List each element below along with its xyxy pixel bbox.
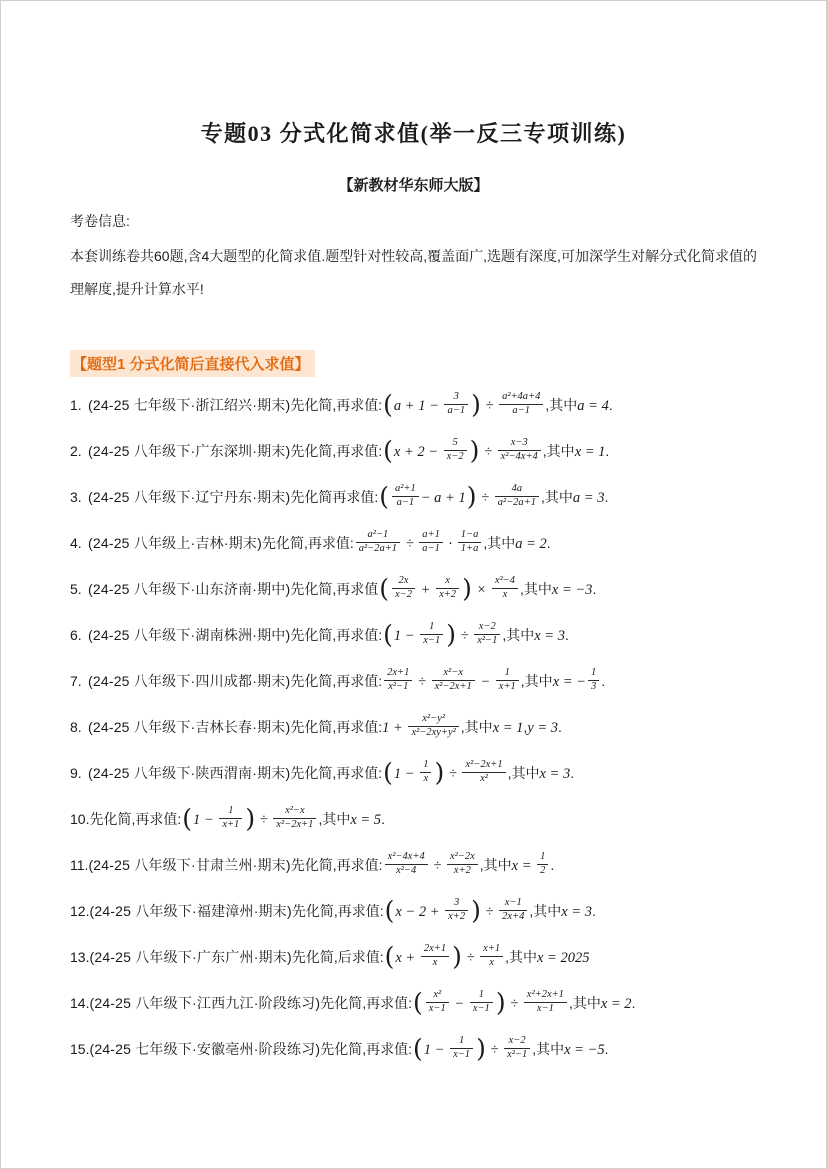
problem-number: 11. — [70, 857, 89, 873]
fraction-denominator: x+1 — [219, 818, 242, 832]
fraction — [480, 943, 503, 969]
fraction-numerator: 2x+1 — [387, 667, 410, 679]
fraction-numerator: x²−2x — [449, 851, 475, 863]
big-parenthesis: ) — [476, 1033, 486, 1063]
big-parenthesis: ( — [182, 803, 193, 833]
fraction-denominator: x+2 — [436, 588, 459, 602]
big-parenthesis: ( — [379, 573, 390, 603]
problem-item — [70, 986, 757, 1021]
problem-lead: 先化简,再求值: — [290, 719, 383, 735]
problem-lead: 先化简,再求值: — [320, 1041, 412, 1057]
fraction-numerator: 4a — [511, 483, 523, 495]
problem-item — [70, 480, 757, 515]
plain-text: . — [631, 995, 636, 1011]
edition-line: 【新教材华东师大版】 — [338, 178, 489, 194]
fraction — [432, 667, 475, 693]
fraction — [447, 851, 478, 877]
fraction — [392, 483, 419, 509]
fraction — [385, 851, 428, 877]
big-parenthesis: ( — [384, 941, 395, 971]
plain-text: . — [601, 673, 606, 689]
fraction-numerator: x²−y² — [422, 713, 445, 725]
fraction-denominator: x−2 — [444, 450, 467, 464]
fraction-numerator: 1 — [478, 989, 484, 1001]
fraction-numerator: x+1 — [483, 943, 501, 955]
math-text: x = 3 — [539, 766, 571, 782]
math-text: a + 1 − — [393, 398, 443, 414]
page-content — [1, 117, 826, 1067]
math-text: x = 2 — [600, 996, 632, 1012]
fraction — [499, 391, 543, 417]
problem-number: 12. — [70, 903, 90, 919]
math-text: a = 3 — [572, 490, 605, 506]
math-text: − a + 1 — [420, 490, 466, 506]
plain-text: ,其中 — [507, 765, 540, 781]
problem-number: 5. — [70, 581, 82, 597]
plain-text: . — [592, 903, 596, 919]
math-text: a = 4 — [577, 398, 609, 414]
math-text: 1 + — [382, 720, 407, 736]
problem-source: (24-25 七年级下·安徽亳州·阶段练习) — [89, 1041, 321, 1057]
fraction-denominator: 3 — [588, 680, 599, 694]
fraction-numerator: x²−4 — [494, 575, 516, 587]
plain-text: ,其中 — [541, 489, 573, 505]
big-parenthesis: ( — [383, 389, 393, 419]
fraction-denominator: a²−2a+1 — [356, 542, 400, 556]
math-text: x = 1 — [492, 720, 524, 736]
math-text: x + 2 − — [393, 444, 442, 460]
problem-item — [70, 1032, 757, 1067]
big-parenthesis: ) — [469, 435, 480, 465]
problem-source: (24-25 八年级下·江西九江·阶段练习) — [89, 995, 321, 1011]
problem-source: (24-25 八年级下·山东济南·期中) — [88, 581, 291, 597]
fraction-denominator: x−1 — [420, 634, 443, 648]
problem-lead: 先化简,再求值: — [290, 443, 383, 459]
exam-info-label: 考卷信息: — [70, 213, 130, 229]
math-text: y = 3 — [527, 720, 559, 736]
fraction — [426, 989, 449, 1015]
fraction-denominator: x²−2xy+y² — [408, 726, 458, 740]
math-text: a = 2 — [515, 536, 547, 552]
fraction-denominator: x+1 — [496, 680, 519, 694]
math-text: ÷ — [414, 674, 430, 690]
fraction — [470, 989, 493, 1015]
fraction-numerator: a²+4a+4 — [502, 391, 541, 403]
math-text: · — [444, 536, 456, 552]
plain-text: ,其中 — [318, 811, 351, 827]
fraction-denominator: x²−4 — [385, 864, 428, 878]
fraction-numerator: 1 — [540, 851, 546, 863]
fraction-denominator: a−1 — [444, 404, 468, 418]
fraction — [458, 529, 482, 555]
fraction — [436, 575, 459, 601]
math-text: x − 2 + — [395, 904, 444, 920]
fraction — [419, 529, 443, 555]
fraction — [588, 667, 599, 693]
math-text: ÷ — [445, 766, 461, 782]
fraction-denominator: x+2 — [447, 864, 478, 878]
fraction — [462, 759, 505, 785]
fraction-denominator: x−1 — [426, 1002, 449, 1016]
plain-text: . — [604, 489, 609, 505]
plain-text: ,其中 — [502, 627, 535, 643]
plain-text: ,其中 — [568, 995, 601, 1011]
big-parenthesis: ) — [245, 803, 256, 833]
math-text: x = — [511, 858, 536, 874]
fraction-numerator: 1 — [504, 667, 510, 679]
problem-lead: 先化简,再求值: — [291, 903, 384, 919]
section-heading: 【题型1 分式化简后直接代入求值】 — [70, 350, 315, 377]
fraction-denominator: a−1 — [392, 496, 419, 510]
math-text: × — [472, 582, 490, 598]
problem-source: (24-25 八年级下·陕西渭南·期末) — [88, 765, 291, 781]
math-text: ÷ — [486, 1042, 503, 1058]
fraction-numerator: a²+1 — [395, 483, 416, 495]
problem-item — [70, 940, 757, 975]
big-parenthesis: ) — [462, 573, 472, 603]
big-parenthesis: ( — [384, 895, 395, 925]
plain-text: . — [558, 719, 562, 735]
big-parenthesis: ) — [471, 895, 481, 925]
big-parenthesis: ( — [379, 481, 390, 511]
math-text: ÷ — [429, 858, 445, 874]
fraction — [445, 897, 468, 923]
math-text: ÷ — [481, 904, 498, 920]
problem-item — [70, 618, 757, 653]
plain-text: ,其中 — [542, 443, 575, 459]
math-text: ÷ — [481, 398, 498, 414]
math-text: ÷ — [456, 628, 473, 644]
big-parenthesis: ) — [452, 941, 462, 971]
fraction — [537, 851, 548, 877]
problem-item — [70, 802, 757, 837]
problem-number: 6. — [70, 627, 82, 643]
problem-source: (24-25 七年级下·浙江绍兴·期末) — [88, 397, 291, 413]
big-parenthesis: ) — [446, 619, 456, 649]
math-text: x = −3 — [551, 582, 593, 598]
fraction — [420, 759, 431, 785]
fraction — [498, 437, 541, 463]
fraction-numerator: x²−x — [443, 667, 463, 679]
fraction-denominator: a²−2a+1 — [495, 496, 539, 510]
fraction — [524, 989, 567, 1015]
problem-lead: 先化简,再求值: — [290, 397, 383, 413]
fraction-numerator: 1 — [228, 805, 234, 817]
math-text: 1 − — [393, 766, 419, 782]
fraction-numerator: x²−x — [285, 805, 305, 817]
fraction — [496, 667, 519, 693]
problem-lead: 先化简,再求值: — [261, 535, 354, 551]
fraction-numerator: x² — [433, 989, 442, 1001]
problem-lead: 先化简,再求值: — [89, 811, 182, 827]
plain-text: . — [546, 535, 551, 551]
fraction-numerator: x−2 — [478, 621, 496, 633]
problem-number: 10. — [70, 811, 90, 827]
plain-text: , — [523, 719, 528, 735]
plain-text: . — [570, 765, 575, 781]
problem-item — [70, 526, 757, 561]
fraction — [492, 575, 518, 601]
fraction-denominator: 2 — [537, 864, 548, 878]
fraction-denominator: x²−2x+1 — [432, 680, 475, 694]
math-text: x = 3 — [534, 628, 565, 644]
big-parenthesis: ( — [383, 435, 393, 465]
problem-lead: 先化简,再求值: — [290, 627, 383, 643]
fraction-numerator: 1 — [429, 621, 435, 633]
plain-text: ,其中 — [545, 397, 578, 413]
plain-text: . — [381, 811, 385, 827]
fraction-denominator: x−1 — [524, 1002, 567, 1016]
fraction-numerator: 2x+1 — [423, 943, 447, 955]
plain-text: ,其中 — [460, 719, 493, 735]
fraction-numerator: 2x — [398, 575, 409, 587]
fraction-denominator: 1+a — [458, 542, 482, 556]
math-text: x = 1 — [574, 444, 606, 460]
fraction-denominator: x²−1 — [504, 1048, 530, 1062]
fraction — [499, 897, 527, 923]
math-text: x + — [395, 950, 419, 966]
problem-item — [70, 848, 757, 883]
plain-text: ,其中 — [529, 903, 562, 919]
fraction-numerator: 3 — [454, 897, 460, 909]
problem-item — [70, 388, 757, 423]
problem-number: 7. — [70, 673, 82, 689]
plain-text: . — [605, 443, 610, 459]
math-text: x = 5 — [350, 812, 382, 828]
page-title: 专题03 分式化简求值(举一反三专项训练) — [200, 121, 627, 146]
fraction — [392, 575, 415, 601]
math-text: ÷ — [506, 996, 522, 1012]
problem-lead: 先化简,再求值 — [290, 581, 379, 597]
problem-number: 9. — [70, 765, 82, 781]
fraction — [444, 437, 467, 463]
problem-number: 13. — [70, 949, 90, 965]
plain-text: ,其中 — [532, 1041, 565, 1057]
problem-source: (24-25 八年级下·吉林长春·期末) — [88, 719, 291, 735]
fraction — [450, 1035, 473, 1061]
problem-number: 14. — [70, 995, 90, 1011]
math-text: 1 − — [423, 1042, 449, 1058]
fraction-numerator: 1 — [423, 759, 429, 771]
fraction — [219, 805, 242, 831]
problem-source: (24-25 八年级下·辽宁丹东·期末) — [88, 489, 291, 505]
fraction — [421, 943, 449, 969]
fraction-numerator: x²−4x+4 — [387, 851, 425, 863]
fraction — [474, 621, 500, 647]
fraction-numerator: x²−2x+1 — [465, 759, 503, 771]
math-text: x = 2025 — [536, 950, 590, 966]
math-text: ÷ — [480, 444, 496, 460]
fraction — [420, 621, 443, 647]
fraction-numerator: a²−1 — [367, 529, 389, 541]
big-parenthesis: ) — [466, 481, 477, 511]
fraction-denominator: x−1 — [450, 1048, 473, 1062]
big-parenthesis: ( — [383, 757, 393, 787]
problem-lead: 先化简,再求值: — [290, 673, 383, 689]
big-parenthesis: ( — [383, 619, 393, 649]
fraction-denominator: x−1 — [470, 1002, 493, 1016]
plain-text: ,其中 — [483, 535, 516, 551]
big-parenthesis: ( — [413, 987, 423, 1017]
math-text: − — [476, 674, 494, 690]
problem-source: (24-25 八年级下·四川成都·期末) — [88, 673, 291, 689]
problem-source: (24-25 八年级下·福建漳州·期末) — [89, 903, 292, 919]
plain-text: ,其中 — [505, 949, 537, 965]
problem-item — [70, 756, 757, 791]
problem-item — [70, 894, 757, 929]
plain-text: ,其中 — [479, 857, 512, 873]
problem-lead: 先化简,后求值: — [291, 949, 384, 965]
problem-number: 15. — [70, 1041, 90, 1057]
fraction-denominator: x²−2x+1 — [273, 818, 316, 832]
problem-list — [70, 388, 757, 1067]
fraction-numerator: 1 — [458, 1035, 465, 1047]
problem-source: (24-25 八年级下·湖南株洲·期中) — [88, 627, 291, 643]
fraction — [495, 483, 539, 509]
math-text: + — [417, 582, 435, 598]
fraction-denominator: a−1 — [419, 542, 443, 556]
problem-number: 8. — [70, 719, 82, 735]
math-text: ÷ — [256, 812, 272, 828]
plain-text: . — [604, 1041, 609, 1057]
fraction-denominator: x²−4x+4 — [498, 450, 541, 464]
big-parenthesis: ( — [413, 1033, 423, 1063]
fraction-numerator: 5 — [452, 437, 458, 449]
fraction-denominator: x — [420, 772, 431, 786]
big-parenthesis: ) — [434, 757, 445, 787]
problem-number: 3. — [70, 489, 82, 505]
math-text: x = − — [552, 674, 586, 690]
fraction — [504, 1035, 530, 1061]
plain-text: ,其中 — [520, 581, 552, 597]
math-text: ÷ — [462, 950, 479, 966]
plain-text: . — [592, 581, 597, 597]
math-text: 1 − — [193, 812, 218, 828]
problem-lead: 先化简,再求值: — [290, 765, 383, 781]
math-text: ÷ — [402, 536, 418, 552]
math-text: x = 3 — [561, 904, 592, 920]
fraction-numerator: x−2 — [508, 1035, 526, 1047]
fraction-denominator: x² — [462, 772, 505, 786]
math-text: ÷ — [477, 490, 493, 506]
problem-source: (24-25 八年级下·广东广州·期末) — [89, 949, 292, 965]
problem-lead: 先化简再求值: — [290, 489, 379, 505]
plain-text: . — [564, 627, 569, 643]
problem-item — [70, 710, 757, 745]
plain-text: . — [608, 397, 613, 413]
plain-text: ,其中 — [520, 673, 553, 689]
fraction — [273, 805, 316, 831]
fraction-denominator: a−1 — [499, 404, 543, 418]
fraction-numerator: x — [445, 575, 450, 587]
fraction — [384, 667, 412, 693]
fraction-denominator: x²−1 — [384, 680, 412, 694]
problem-number: 2. — [70, 443, 82, 459]
problem-source: (24-25 八年级下·广东深圳·期末) — [88, 443, 291, 459]
math-text: − — [450, 996, 468, 1012]
fraction-denominator: x−2 — [392, 588, 415, 602]
plain-text: . — [550, 857, 555, 873]
math-text: x = −5 — [564, 1042, 605, 1058]
problem-source: (24-25 八年级上·吉林·期末) — [88, 535, 262, 551]
fraction — [356, 529, 400, 555]
big-parenthesis: ) — [471, 389, 481, 419]
fraction-denominator: x — [421, 956, 449, 970]
problem-source: (24-25 八年级下·甘肃兰州·期末) — [88, 857, 291, 873]
fraction-numerator: x−3 — [510, 437, 528, 449]
problem-lead: 先化简,再求值: — [290, 857, 383, 873]
fraction-denominator: x — [480, 956, 503, 970]
big-parenthesis: ) — [495, 987, 506, 1017]
problem-item — [70, 434, 757, 469]
fraction-numerator: x−1 — [504, 897, 522, 909]
fraction-numerator: x²+2x+1 — [526, 989, 564, 1001]
fraction-numerator: 3 — [453, 391, 459, 403]
fraction-numerator: 1−a — [460, 529, 479, 541]
problem-number: 4. — [70, 535, 82, 551]
fraction-denominator: 2x+4 — [499, 910, 527, 924]
math-text: 1 − — [393, 628, 419, 644]
problem-lead: 先化简,再求值: — [320, 995, 412, 1011]
problem-item — [70, 572, 757, 607]
problem-item — [70, 664, 757, 699]
fraction — [408, 713, 458, 739]
exam-info-text: 本套训练卷共60题,含4大题型的化简求值.题型针对性较高,覆盖面广,选题有深度,可加深学生对解分式化简求值的理解度,提升计算水平! — [70, 248, 757, 297]
fraction-numerator: 1 — [590, 667, 597, 679]
fraction-denominator: x+2 — [445, 910, 468, 924]
problem-number: 1. — [70, 397, 82, 413]
fraction-numerator: a+1 — [422, 529, 440, 541]
fraction-denominator: x²−1 — [474, 634, 500, 648]
fraction-denominator: x — [492, 588, 518, 602]
fraction — [444, 391, 468, 417]
